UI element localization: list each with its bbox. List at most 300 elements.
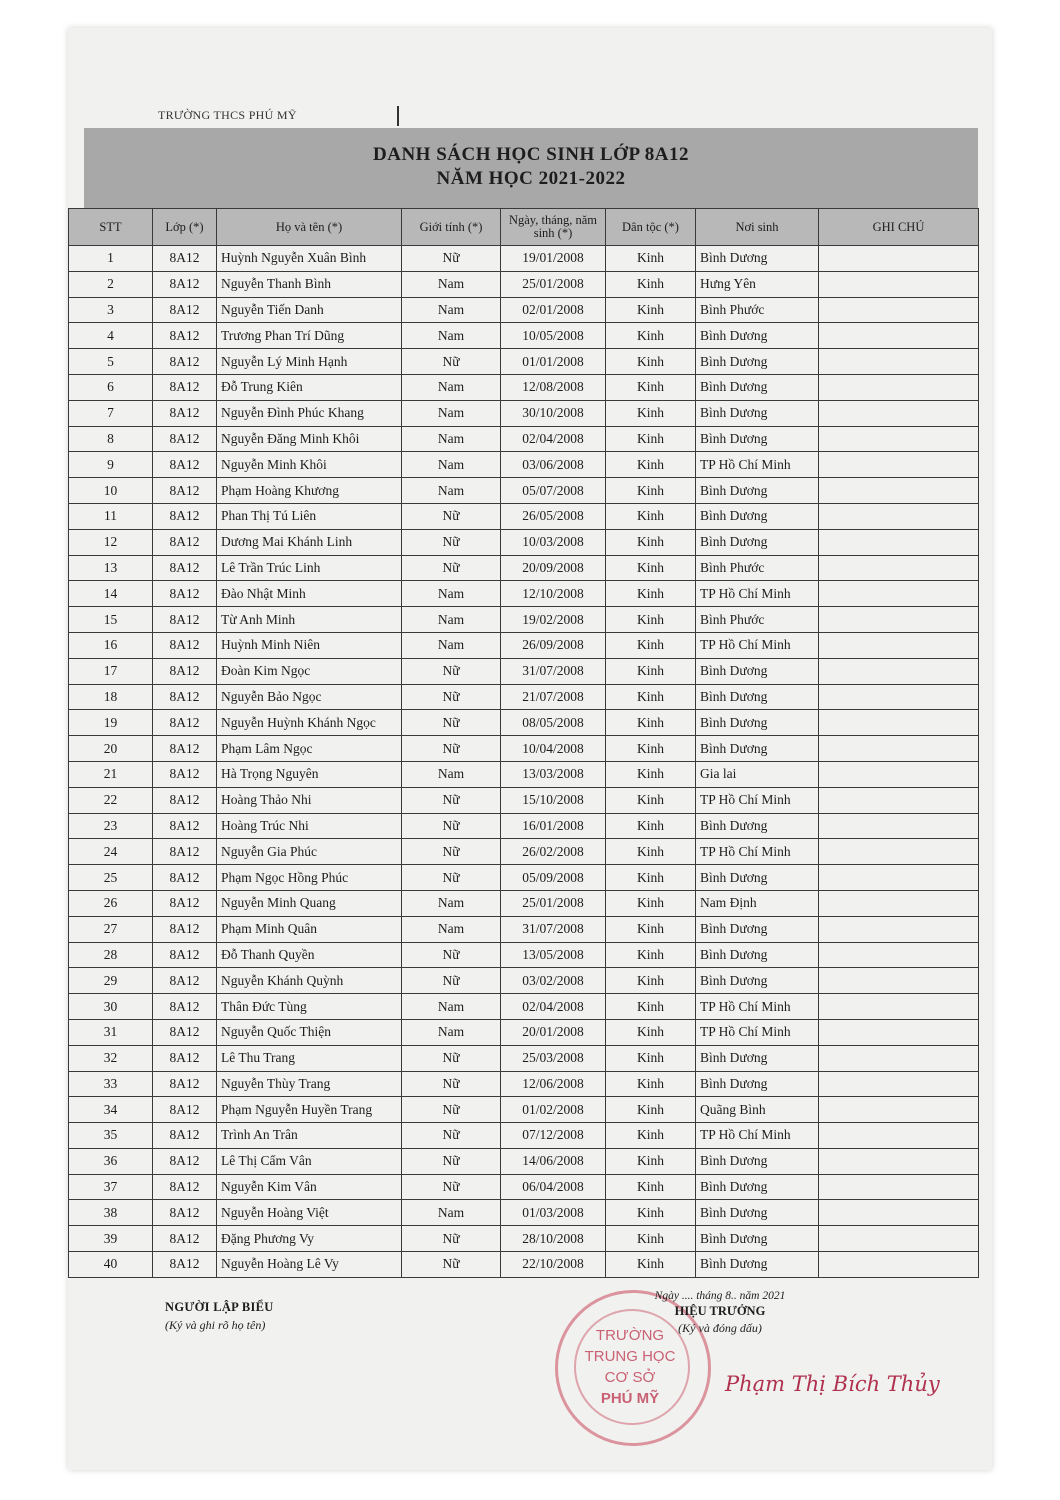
cell-gender: Nam (402, 374, 501, 400)
cell-name: Lê Thu Trang (217, 1045, 402, 1071)
cell-ethnicity: Kinh (606, 813, 696, 839)
cell-notes (819, 452, 979, 478)
cell-gender: Nữ (402, 529, 501, 555)
cell-name: Từ Anh Minh (217, 607, 402, 633)
cell-ethnicity: Kinh (606, 916, 696, 942)
cell-notes (819, 323, 979, 349)
cell-stt: 14 (69, 581, 153, 607)
table-row (69, 581, 979, 607)
cell-gender: Nam (402, 890, 501, 916)
cell-dob: 31/07/2008 (501, 916, 606, 942)
cell-notes (819, 684, 979, 710)
cell-dob: 03/06/2008 (501, 452, 606, 478)
cell-notes (819, 1071, 979, 1097)
cell-dob: 25/01/2008 (501, 890, 606, 916)
cell-dob: 05/09/2008 (501, 865, 606, 891)
cell-dob: 10/03/2008 (501, 529, 606, 555)
cell-dob: 25/01/2008 (501, 271, 606, 297)
cell-stt: 15 (69, 607, 153, 633)
cell-name: Hoàng Trúc Nhi (217, 813, 402, 839)
table-row (69, 607, 979, 633)
cell-class: 8A12 (153, 710, 217, 736)
cell-gender: Nam (402, 916, 501, 942)
cell-dob: 01/03/2008 (501, 1200, 606, 1226)
cell-ethnicity: Kinh (606, 942, 696, 968)
cell-stt: 5 (69, 349, 153, 375)
cell-stt: 7 (69, 400, 153, 426)
cell-ethnicity: Kinh (606, 1097, 696, 1123)
cell-class: 8A12 (153, 529, 217, 555)
table-row (69, 813, 979, 839)
cell-birthplace: Nam Định (696, 890, 819, 916)
cell-class: 8A12 (153, 1019, 217, 1045)
cell-stt: 4 (69, 323, 153, 349)
cell-gender: Nam (402, 581, 501, 607)
cell-gender: Nam (402, 632, 501, 658)
cell-notes (819, 297, 979, 323)
cell-notes (819, 581, 979, 607)
cell-dob: 12/06/2008 (501, 1071, 606, 1097)
cell-birthplace: TP Hồ Chí Minh (696, 452, 819, 478)
cell-stt: 21 (69, 761, 153, 787)
cell-class: 8A12 (153, 761, 217, 787)
cell-stt: 38 (69, 1200, 153, 1226)
cell-notes (819, 1045, 979, 1071)
cell-notes (819, 607, 979, 633)
cell-birthplace: Bình Dương (696, 658, 819, 684)
seal-line: TRUNG HỌC (584, 1348, 676, 1365)
cell-name: Thân Đức Tùng (217, 994, 402, 1020)
cell-stt: 27 (69, 916, 153, 942)
preparer-block (165, 1300, 274, 1333)
cell-class: 8A12 (153, 787, 217, 813)
cell-name: Trương Phan Trí Dũng (217, 323, 402, 349)
cell-notes (819, 890, 979, 916)
cell-notes (819, 632, 979, 658)
header-name: Họ và tên (*) (217, 209, 402, 246)
preparer-role: NGƯỜI LẬP BIỂU (165, 1300, 274, 1314)
cell-birthplace: Bình Dương (696, 426, 819, 452)
cell-gender: Nam (402, 478, 501, 504)
cell-dob: 22/10/2008 (501, 1252, 606, 1278)
cell-stt: 13 (69, 555, 153, 581)
cell-ethnicity: Kinh (606, 271, 696, 297)
cell-birthplace: Bình Dương (696, 1071, 819, 1097)
cell-notes (819, 865, 979, 891)
cell-stt: 31 (69, 1019, 153, 1045)
cell-name: Phạm Nguyễn Huyền Trang (217, 1097, 402, 1123)
cell-class: 8A12 (153, 916, 217, 942)
cell-ethnicity: Kinh (606, 323, 696, 349)
cell-class: 8A12 (153, 426, 217, 452)
table-row (69, 968, 979, 994)
cell-ethnicity: Kinh (606, 374, 696, 400)
table-row (69, 658, 979, 684)
cell-ethnicity: Kinh (606, 529, 696, 555)
cell-gender: Nữ (402, 1148, 501, 1174)
cell-gender: Nữ (402, 787, 501, 813)
cell-dob: 26/02/2008 (501, 839, 606, 865)
cell-gender: Nữ (402, 736, 501, 762)
cell-dob: 02/04/2008 (501, 994, 606, 1020)
cell-stt: 17 (69, 658, 153, 684)
cell-class: 8A12 (153, 271, 217, 297)
cell-birthplace: TP Hồ Chí Minh (696, 787, 819, 813)
cell-stt: 3 (69, 297, 153, 323)
cell-notes (819, 1123, 979, 1149)
cell-ethnicity: Kinh (606, 710, 696, 736)
cell-ethnicity: Kinh (606, 297, 696, 323)
cell-ethnicity: Kinh (606, 658, 696, 684)
cell-notes (819, 529, 979, 555)
cell-dob: 03/02/2008 (501, 968, 606, 994)
table-row (69, 400, 979, 426)
cell-class: 8A12 (153, 1226, 217, 1252)
cell-notes (819, 1252, 979, 1278)
school-year: NĂM HỌC 2021-2022 (436, 168, 626, 189)
cell-birthplace: Bình Dương (696, 916, 819, 942)
cell-name: Nguyễn Đăng Minh Khôi (217, 426, 402, 452)
cell-notes (819, 1226, 979, 1252)
cell-dob: 07/12/2008 (501, 1123, 606, 1149)
cell-ethnicity: Kinh (606, 839, 696, 865)
cell-stt: 26 (69, 890, 153, 916)
cell-class: 8A12 (153, 942, 217, 968)
cell-birthplace: TP Hồ Chí Minh (696, 1123, 819, 1149)
school-name: TRƯỜNG THCS PHÚ MỸ (158, 108, 297, 122)
cell-class: 8A12 (153, 452, 217, 478)
cell-notes (819, 710, 979, 736)
header-ethnicity: Dân tộc (*) (606, 209, 696, 246)
cell-notes (819, 761, 979, 787)
cell-class: 8A12 (153, 684, 217, 710)
cell-class: 8A12 (153, 1200, 217, 1226)
cell-class: 8A12 (153, 1071, 217, 1097)
cell-name: Nguyễn Huỳnh Khánh Ngọc (217, 710, 402, 736)
cell-name: Nguyễn Minh Quang (217, 890, 402, 916)
cell-name: Trình An Trân (217, 1123, 402, 1149)
cell-dob: 28/10/2008 (501, 1226, 606, 1252)
cell-stt: 9 (69, 452, 153, 478)
cell-notes (819, 968, 979, 994)
cell-name: Nguyễn Bảo Ngọc (217, 684, 402, 710)
table-row (69, 555, 979, 581)
cell-ethnicity: Kinh (606, 736, 696, 762)
cell-birthplace: Bình Dương (696, 400, 819, 426)
table-row (69, 1148, 979, 1174)
cell-dob: 13/03/2008 (501, 761, 606, 787)
cell-gender: Nữ (402, 1123, 501, 1149)
cell-dob: 16/01/2008 (501, 813, 606, 839)
cell-name: Đoàn Kim Ngọc (217, 658, 402, 684)
cell-dob: 05/07/2008 (501, 478, 606, 504)
table-row (69, 839, 979, 865)
cell-dob: 10/05/2008 (501, 323, 606, 349)
cell-stt: 34 (69, 1097, 153, 1123)
cell-stt: 6 (69, 374, 153, 400)
cell-notes (819, 426, 979, 452)
cell-name: Phạm Hoàng Khương (217, 478, 402, 504)
cell-birthplace: Bình Dương (696, 1226, 819, 1252)
table-row (69, 1045, 979, 1071)
cell-ethnicity: Kinh (606, 865, 696, 891)
cell-dob: 31/07/2008 (501, 658, 606, 684)
cell-birthplace: Bình Phước (696, 297, 819, 323)
cell-name: Nguyễn Đình Phúc Khang (217, 400, 402, 426)
cell-dob: 19/01/2008 (501, 246, 606, 272)
cell-notes (819, 271, 979, 297)
cell-ethnicity: Kinh (606, 478, 696, 504)
cell-dob: 01/01/2008 (501, 349, 606, 375)
document-title: DANH SÁCH HỌC SINH LỚP 8A12 (373, 144, 689, 165)
cell-name: Nguyễn Khánh Quỳnh (217, 968, 402, 994)
cell-dob: 13/05/2008 (501, 942, 606, 968)
table-row (69, 865, 979, 891)
table-row (69, 890, 979, 916)
cell-notes (819, 916, 979, 942)
cell-gender: Nam (402, 1019, 501, 1045)
cell-name: Nguyễn Thùy Trang (217, 1071, 402, 1097)
table-row (69, 503, 979, 529)
cell-gender: Nữ (402, 942, 501, 968)
text-cursor (397, 106, 399, 126)
cell-birthplace: Bình Dương (696, 710, 819, 736)
cell-dob: 12/10/2008 (501, 581, 606, 607)
cell-gender: Nữ (402, 1226, 501, 1252)
table-row (69, 684, 979, 710)
cell-notes (819, 1148, 979, 1174)
cell-ethnicity: Kinh (606, 1019, 696, 1045)
table-row (69, 942, 979, 968)
cell-dob: 12/08/2008 (501, 374, 606, 400)
cell-birthplace: Bình Dương (696, 323, 819, 349)
header-class: Lớp (*) (153, 209, 217, 246)
cell-class: 8A12 (153, 1148, 217, 1174)
cell-stt: 28 (69, 942, 153, 968)
cell-birthplace: Hưng Yên (696, 271, 819, 297)
table-row (69, 1252, 979, 1278)
cell-gender: Nữ (402, 1252, 501, 1278)
cell-ethnicity: Kinh (606, 1045, 696, 1071)
cell-gender: Nữ (402, 813, 501, 839)
cell-gender: Nữ (402, 839, 501, 865)
table-row (69, 323, 979, 349)
cell-class: 8A12 (153, 658, 217, 684)
cell-class: 8A12 (153, 994, 217, 1020)
cell-stt: 37 (69, 1174, 153, 1200)
cell-birthplace: Bình Dương (696, 1045, 819, 1071)
table-row (69, 1174, 979, 1200)
cell-class: 8A12 (153, 374, 217, 400)
cell-stt: 18 (69, 684, 153, 710)
cell-gender: Nam (402, 271, 501, 297)
cell-notes (819, 349, 979, 375)
cell-dob: 02/01/2008 (501, 297, 606, 323)
cell-ethnicity: Kinh (606, 787, 696, 813)
signing-date: Ngày .... tháng 8.. năm 2021 (654, 1290, 786, 1302)
cell-gender: Nữ (402, 1174, 501, 1200)
cell-name: Đỗ Trung Kiên (217, 374, 402, 400)
cell-class: 8A12 (153, 555, 217, 581)
cell-name: Nguyễn Tiến Danh (217, 297, 402, 323)
table-row (69, 246, 979, 272)
table-row (69, 736, 979, 762)
header-dob: Ngày, tháng, năm sinh (*) (501, 209, 606, 246)
table-row (69, 1097, 979, 1123)
cell-ethnicity: Kinh (606, 968, 696, 994)
cell-ethnicity: Kinh (606, 1071, 696, 1097)
cell-gender: Nam (402, 761, 501, 787)
cell-class: 8A12 (153, 297, 217, 323)
cell-name: Nguyễn Gia Phúc (217, 839, 402, 865)
cell-dob: 01/02/2008 (501, 1097, 606, 1123)
cell-name: Nguyễn Hoàng Lê Vy (217, 1252, 402, 1278)
cell-birthplace: Bình Dương (696, 349, 819, 375)
cell-ethnicity: Kinh (606, 1123, 696, 1149)
cell-notes (819, 658, 979, 684)
cell-notes (819, 555, 979, 581)
cell-name: Nguyễn Quốc Thiện (217, 1019, 402, 1045)
cell-birthplace: Bình Dương (696, 1148, 819, 1174)
table-row (69, 1123, 979, 1149)
table-row (69, 1200, 979, 1226)
cell-class: 8A12 (153, 503, 217, 529)
cell-name: Phan Thị Tú Liên (217, 503, 402, 529)
table-body (69, 246, 979, 1278)
cell-name: Huỳnh Nguyễn Xuân Bình (217, 246, 402, 272)
cell-notes (819, 246, 979, 272)
cell-notes (819, 736, 979, 762)
cell-gender: Nữ (402, 684, 501, 710)
cell-notes (819, 478, 979, 504)
cell-notes (819, 1097, 979, 1123)
cell-stt: 25 (69, 865, 153, 891)
table-row (69, 1019, 979, 1045)
cell-dob: 20/01/2008 (501, 1019, 606, 1045)
cell-class: 8A12 (153, 581, 217, 607)
cell-notes (819, 1019, 979, 1045)
cell-birthplace: Bình Dương (696, 865, 819, 891)
preparer-note: (Ký và ghi rõ họ tên) (165, 1318, 266, 1332)
cell-gender: Nam (402, 994, 501, 1020)
principal-role: HIỆU TRƯỞNG (674, 1304, 766, 1318)
cell-ethnicity: Kinh (606, 1174, 696, 1200)
cell-gender: Nữ (402, 1071, 501, 1097)
cell-stt: 19 (69, 710, 153, 736)
cell-notes (819, 994, 979, 1020)
cell-notes (819, 374, 979, 400)
table-row (69, 452, 979, 478)
cell-ethnicity: Kinh (606, 1226, 696, 1252)
cell-birthplace: Bình Dương (696, 1174, 819, 1200)
cell-birthplace: TP Hồ Chí Minh (696, 581, 819, 607)
cell-ethnicity: Kinh (606, 555, 696, 581)
cell-stt: 1 (69, 246, 153, 272)
cell-class: 8A12 (153, 1097, 217, 1123)
cell-name: Nguyễn Minh Khôi (217, 452, 402, 478)
cell-birthplace: TP Hồ Chí Minh (696, 632, 819, 658)
header-stt: STT (69, 209, 153, 246)
cell-stt: 12 (69, 529, 153, 555)
cell-name: Nguyễn Lý Minh Hạnh (217, 349, 402, 375)
cell-gender: Nam (402, 1200, 501, 1226)
cell-dob: 21/07/2008 (501, 684, 606, 710)
cell-ethnicity: Kinh (606, 761, 696, 787)
cell-name: Đặng Phương Vy (217, 1226, 402, 1252)
cell-class: 8A12 (153, 813, 217, 839)
cell-stt: 40 (69, 1252, 153, 1278)
cell-ethnicity: Kinh (606, 400, 696, 426)
cell-ethnicity: Kinh (606, 890, 696, 916)
cell-name: Nguyễn Hoàng Việt (217, 1200, 402, 1226)
table-row (69, 374, 979, 400)
principal-signature: Phạm Thị Bích Thủy (725, 1372, 940, 1396)
cell-notes (819, 400, 979, 426)
cell-ethnicity: Kinh (606, 581, 696, 607)
cell-name: Phạm Minh Quân (217, 916, 402, 942)
header-notes: GHI CHÚ (819, 209, 979, 246)
cell-gender: Nam (402, 452, 501, 478)
cell-class: 8A12 (153, 400, 217, 426)
cell-birthplace: TP Hồ Chí Minh (696, 1019, 819, 1045)
cell-gender: Nữ (402, 658, 501, 684)
cell-ethnicity: Kinh (606, 503, 696, 529)
cell-dob: 06/04/2008 (501, 1174, 606, 1200)
cell-name: Phạm Lâm Ngọc (217, 736, 402, 762)
cell-ethnicity: Kinh (606, 607, 696, 633)
cell-name: Dương Mai Khánh Linh (217, 529, 402, 555)
cell-name: Nguyễn Kim Vân (217, 1174, 402, 1200)
cell-stt: 22 (69, 787, 153, 813)
table-row (69, 994, 979, 1020)
cell-ethnicity: Kinh (606, 452, 696, 478)
cell-dob: 02/04/2008 (501, 426, 606, 452)
cell-gender: Nữ (402, 246, 501, 272)
cell-class: 8A12 (153, 890, 217, 916)
cell-notes (819, 839, 979, 865)
cell-stt: 35 (69, 1123, 153, 1149)
table-row (69, 1071, 979, 1097)
header-gender: Giới tính (*) (402, 209, 501, 246)
cell-gender: Nữ (402, 1097, 501, 1123)
cell-stt: 2 (69, 271, 153, 297)
cell-class: 8A12 (153, 607, 217, 633)
cell-class: 8A12 (153, 1045, 217, 1071)
cell-birthplace: Bình Dương (696, 529, 819, 555)
cell-name: Lê Thị Cẩm Vân (217, 1148, 402, 1174)
cell-notes (819, 1200, 979, 1226)
cell-birthplace: Bình Dương (696, 813, 819, 839)
cell-birthplace: Bình Dương (696, 736, 819, 762)
cell-class: 8A12 (153, 736, 217, 762)
cell-birthplace: Bình Dương (696, 684, 819, 710)
cell-ethnicity: Kinh (606, 349, 696, 375)
cell-notes (819, 813, 979, 839)
cell-gender: Nam (402, 297, 501, 323)
cell-name: Lê Trần Trúc Linh (217, 555, 402, 581)
title-band (84, 128, 978, 208)
cell-dob: 08/05/2008 (501, 710, 606, 736)
cell-ethnicity: Kinh (606, 684, 696, 710)
cell-notes (819, 942, 979, 968)
cell-stt: 23 (69, 813, 153, 839)
cell-name: Đào Nhật Minh (217, 581, 402, 607)
seal-line: PHÚ MỸ (600, 1390, 660, 1407)
cell-ethnicity: Kinh (606, 632, 696, 658)
cell-class: 8A12 (153, 632, 217, 658)
cell-birthplace: Bình Dương (696, 478, 819, 504)
table-row (69, 761, 979, 787)
